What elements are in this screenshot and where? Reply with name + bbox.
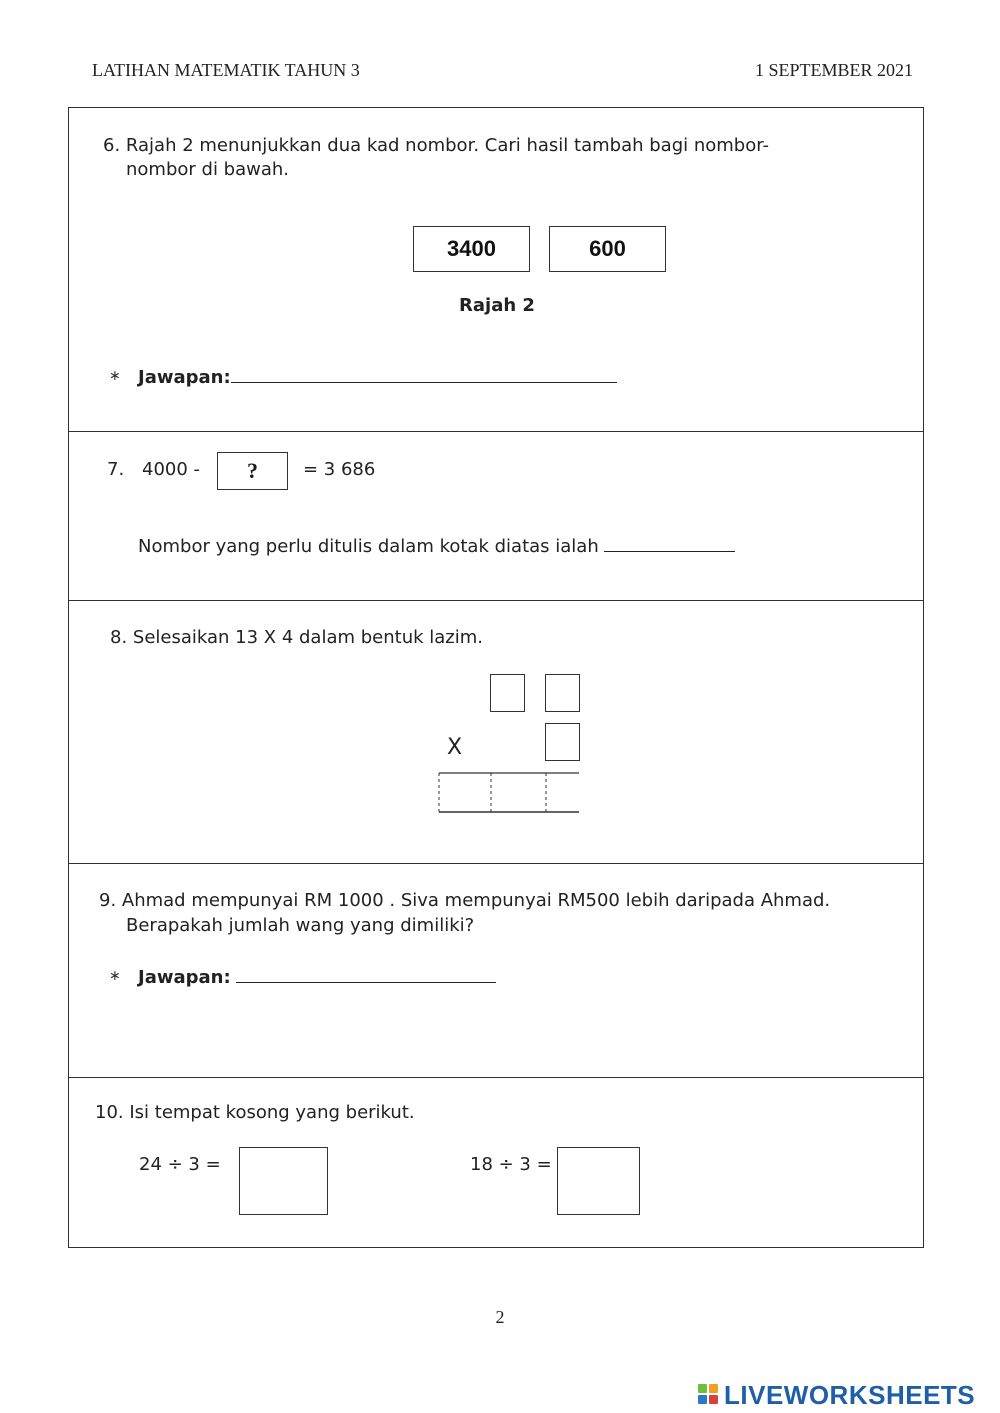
q7-sentence: Nombor yang perlu ditulis dalam kotak diatas ialah — [138, 536, 599, 557]
q7-answer-line[interactable] — [604, 533, 735, 552]
q6-answer-label: Jawapan: — [138, 367, 231, 388]
multiply-symbol: X — [447, 735, 463, 760]
answer-grid[interactable] — [437, 772, 581, 814]
number-card-2: 600 — [549, 226, 666, 272]
number-card-1: 3400 — [413, 226, 530, 272]
tens-digit-box[interactable] — [490, 674, 525, 712]
q10-title: 10. Isi tempat kosong yang berikut. — [95, 1102, 415, 1123]
worksheet-frame — [68, 107, 924, 1248]
liveworksheets-logo-icon — [698, 1384, 720, 1406]
q9-line-1: 9. Ahmad mempunyai RM 1000 . Siva mempunyai RM500 lebih daripada Ahmad. — [99, 890, 831, 911]
question-7 — [69, 431, 923, 600]
q7-number: 7. — [107, 459, 125, 480]
bullet-star-icon: ∗ — [109, 368, 121, 384]
q6-answer-line[interactable] — [231, 364, 617, 383]
header-title: LATIHAN MATEMATIK TAHUN 3 — [92, 60, 360, 80]
q6-line-1: 6. Rajah 2 menunjukkan dua kad nombor. Cari hasil tambah bagi nombor- — [103, 135, 769, 156]
question-10 — [69, 1077, 923, 1247]
q6-line-2: nombor di bawah. — [126, 159, 290, 180]
liveworksheets-logo — [698, 1380, 975, 1410]
answer-box-1[interactable] — [239, 1147, 328, 1215]
header-date: 1 SEPTEMBER 2021 — [754, 60, 913, 80]
answer-box-2[interactable] — [557, 1147, 640, 1215]
q7-right-expression: = 3 686 — [303, 459, 376, 480]
ones-digit-box[interactable] — [545, 674, 580, 712]
figure-caption: Rajah 2 — [459, 295, 535, 316]
q10-expression-2: 18 ÷ 3 = — [470, 1154, 552, 1175]
q9-answer-label: Jawapan: — [138, 967, 231, 988]
page-number: 2 — [495, 1307, 505, 1327]
liveworksheets-text: LIVEWORKSHEETS — [724, 1379, 976, 1410]
question-6 — [69, 108, 923, 431]
bullet-star-icon: ∗ — [109, 968, 121, 984]
q8-text: 8. Selesaikan 13 X 4 dalam bentuk lazim. — [110, 627, 483, 648]
multiplier-box[interactable] — [545, 723, 580, 761]
q10-expression-1: 24 ÷ 3 = — [139, 1154, 221, 1175]
q9-answer-line[interactable] — [236, 964, 496, 983]
q9-line-2: Berapakah jumlah wang yang dimiliki? — [126, 915, 475, 936]
q7-left-expression: 4000 - — [142, 459, 201, 480]
question-box[interactable]: ? — [217, 452, 288, 490]
question-8 — [69, 600, 923, 863]
question-9 — [69, 863, 923, 1077]
